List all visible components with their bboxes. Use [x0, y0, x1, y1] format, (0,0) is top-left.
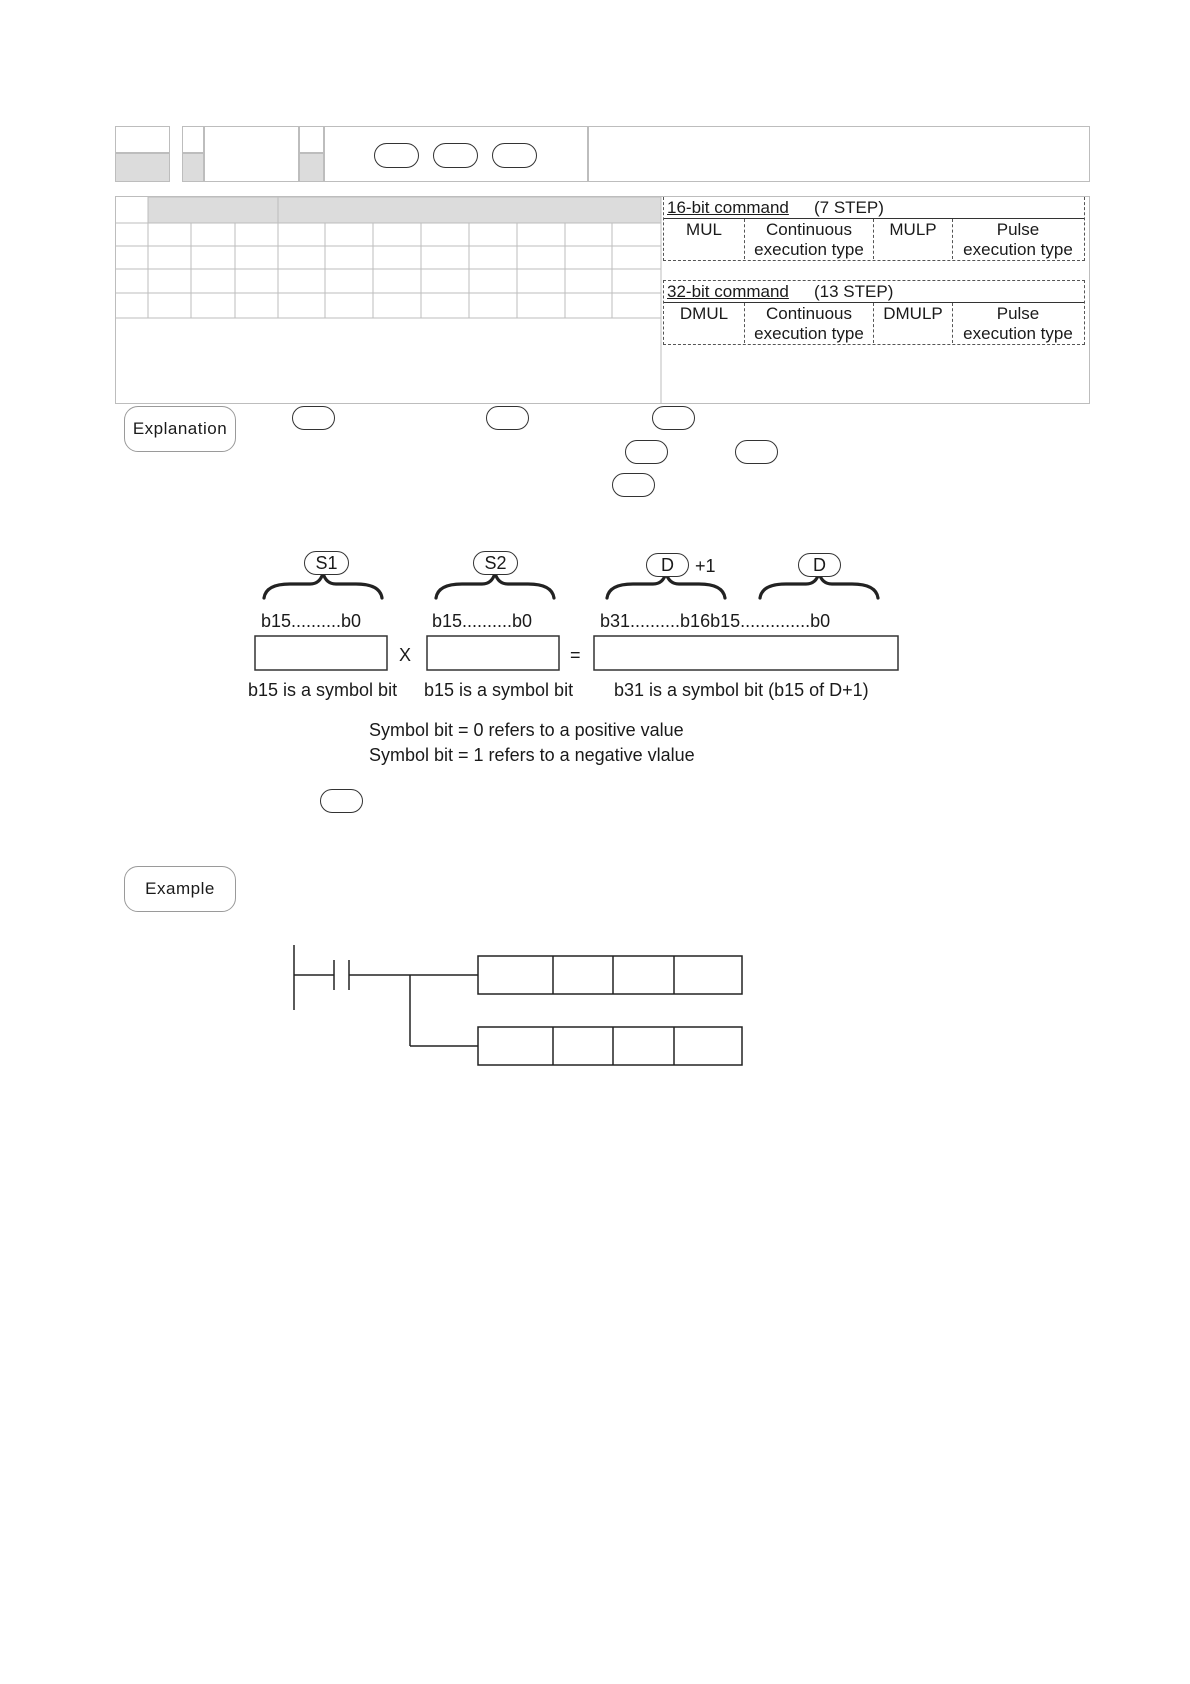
- bit-range-s2: b15..........b0: [432, 611, 533, 631]
- command-32bit-header: 32-bit command: [667, 282, 789, 301]
- command-16bit-cont-type-line2: execution type: [754, 240, 864, 259]
- example-label: Example: [124, 866, 236, 912]
- ladder-instruction-box-2: [478, 1027, 742, 1065]
- command-16bit-pulse-type-line2: execution type: [963, 240, 1073, 259]
- symbol-bit-note-s1: b15 is a symbol bit: [248, 680, 398, 700]
- command-16bit-cont-name: MUL: [686, 220, 722, 239]
- command-16bit-pulse-type-line1: Pulse: [996, 220, 1040, 239]
- command-32bit-cont-name: DMUL: [679, 304, 729, 323]
- symbol-bit-note-d: b31 is a symbol bit (b15 of D+1): [614, 680, 869, 700]
- command-32bit-pulse-name: DMULP: [883, 304, 943, 323]
- multiply-sign: X: [399, 645, 412, 665]
- brace-label-s2: S2: [484, 552, 507, 573]
- command-32bit-pulse-type-line2: execution type: [963, 324, 1073, 343]
- command-16bit-pulse-name: MULP: [889, 220, 937, 239]
- command-16bit-steps: (7 STEP): [814, 198, 884, 217]
- command-16bit-header: 16-bit command: [667, 198, 789, 217]
- brace-label-s1: S1: [315, 552, 338, 573]
- command-32bit-steps: (13 STEP): [814, 282, 894, 301]
- brace-label-d-lo: D: [813, 554, 826, 575]
- bit-range-s1: b15..........b0: [261, 611, 362, 631]
- command-32bit-cont-type-line1: Continuous: [765, 304, 852, 323]
- command-32bit-cont-type-line2: execution type: [754, 324, 864, 343]
- equals-sign: =: [570, 645, 581, 665]
- ladder-instruction-box-1: [478, 956, 742, 994]
- sign-positive-note: Symbol bit = 0 refers to a positive value: [369, 720, 684, 740]
- sign-negative-note: Symbol bit = 1 refers to a negative vlalue: [369, 745, 695, 765]
- command-16bit-cont-type-line1: Continuous: [765, 220, 852, 239]
- bit-range-d: b31..........b16b15..............b0: [600, 611, 831, 631]
- brace-label-d-hi-suffix: +1: [695, 556, 716, 576]
- explanation-label: Explanation: [124, 406, 236, 452]
- brace-label-d-hi: D: [661, 554, 674, 575]
- symbol-bit-note-s2: b15 is a symbol bit: [424, 680, 574, 700]
- command-32bit-pulse-type-line1: Pulse: [996, 304, 1040, 323]
